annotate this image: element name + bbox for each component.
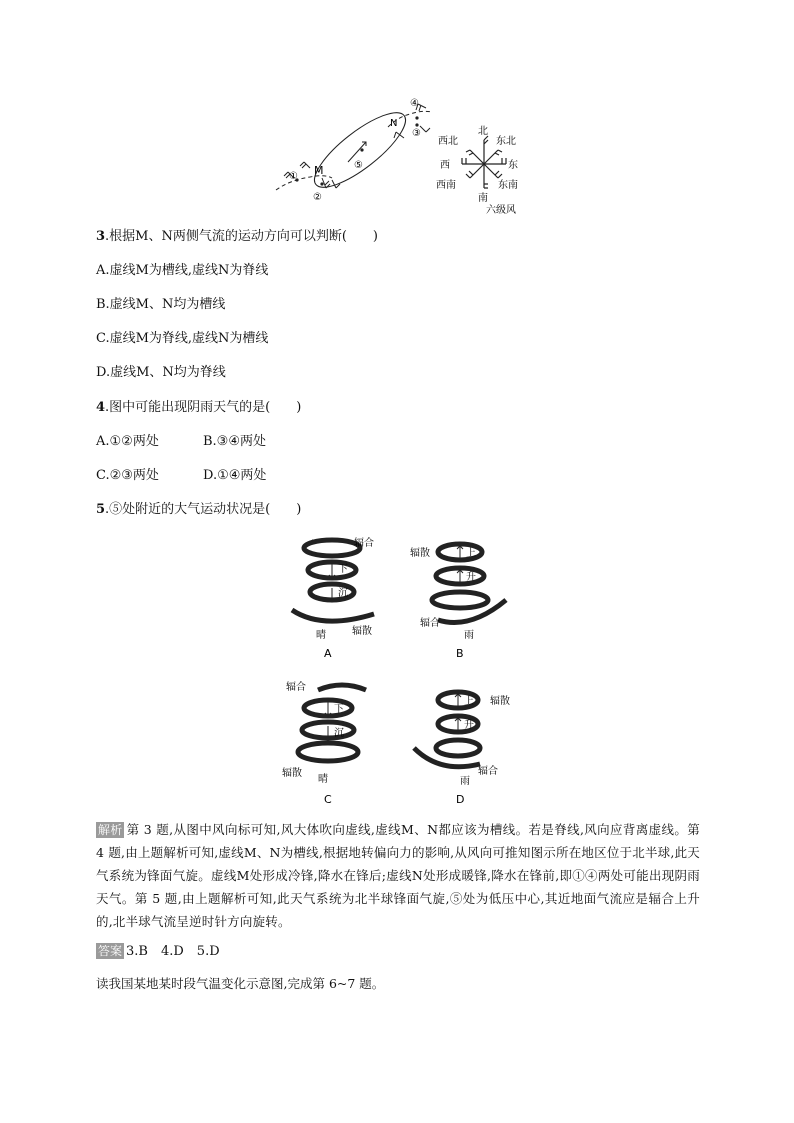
spiral-b-mid1: 上 (466, 548, 476, 559)
spiral-a-weather: 晴 (316, 630, 326, 641)
q4-option-b: B.③④两处 (203, 434, 266, 449)
dir-southeast: 东南 (498, 180, 518, 191)
spiral-b-mid2: 升 (466, 572, 476, 583)
spiral-diagram-d (410, 676, 520, 806)
dir-east: 东 (508, 160, 518, 171)
answer-text: 3.B 4.D 5.D (126, 944, 220, 959)
q4-option-a: A.①②两处 (96, 434, 159, 449)
spiral-b-flow: 辐合 (420, 618, 440, 629)
spiral-d-weather: 雨 (460, 776, 470, 787)
dir-southwest: 西南 (436, 180, 456, 191)
question-3-stem: 3.根据M、N两侧气流的运动方向可以判断( ) (96, 229, 379, 244)
wind-level-label: 六级风 (486, 205, 516, 214)
spiral-c-flow: 辐散 (282, 768, 302, 779)
marker-5: ⑤ (354, 160, 363, 171)
label-m: M (314, 164, 324, 177)
question-4-stem: 4.图中可能出现阴雨天气的是( ) (96, 400, 302, 415)
answer-tag: 答案 (98, 944, 123, 958)
spiral-a-flow: 辐散 (352, 626, 372, 637)
wind-direction-legend (434, 122, 534, 214)
question-5-stem: 5.⑤处附近的大气运动状况是( ) (96, 502, 302, 517)
dir-south: 南 (478, 193, 488, 204)
spiral-d-top-label: 辐散 (490, 696, 510, 707)
q3-option-b: B.虚线M、N均为槽线 (96, 297, 226, 312)
spiral-d-flow: 辐合 (478, 766, 498, 777)
spiral-a-mid1: 下 (338, 564, 348, 575)
dir-northeast: 东北 (496, 136, 516, 147)
marker-4: ④ (410, 98, 419, 109)
dir-west: 西 (440, 160, 450, 171)
spiral-b-weather: 雨 (464, 630, 474, 641)
q3-option-d: D.虚线M、N均为脊线 (96, 365, 226, 380)
q4-option-c: C.②③两处 (96, 468, 159, 483)
analysis-text: 第 3 题,从图中风向标可知,风大体吹向虚线,虚线M、N都应该为槽线。若是脊线,风向应背离虚线。第 4 题,由上题解析可知,虚线M、N为槽线,根据地转偏向力的影响,从风向可推知图示所在地区位于北半球,此天气系统为锋面气旋。虚线M处形成冷锋,降水在锋后;虚线N处形成暖锋,降水在锋前,即①④两处可能出现阴雨天气。第 5 题,由上题解析可知,此天气系统为北半球锋面气旋,⑤处为低压中心,其近地面气流应是辐合上升的,北半球气流呈逆时针方向旋转。 (96, 822, 700, 929)
spiral-c-weather: 晴 (318, 774, 328, 785)
answer-block (96, 940, 220, 959)
spiral-b-letter: B (456, 647, 464, 660)
next-question-intro: 读我国某地某时段气温变化示意图,完成第 6~7 题。 (96, 976, 385, 991)
analysis-tag: 解析 (98, 823, 123, 837)
spiral-c-letter: C (324, 793, 332, 806)
label-n: N (390, 118, 398, 129)
dir-north: 北 (478, 126, 488, 137)
dir-northwest: 西北 (438, 136, 458, 147)
q4-option-d: D.①④两处 (203, 468, 267, 483)
q3-option-a: A.虚线M为槽线,虚线N为脊线 (96, 263, 269, 278)
spiral-c-mid1: 下 (334, 704, 344, 715)
spiral-diagram-c (282, 676, 392, 806)
marker-2: ② (313, 192, 322, 203)
marker-3: ③ (412, 128, 421, 139)
spiral-c-mid2: 沉 (334, 728, 344, 739)
spiral-diagram-a (282, 530, 392, 660)
spiral-a-top-label: 辐合 (354, 538, 374, 549)
spiral-c-top-label: 辐合 (286, 682, 306, 693)
spiral-diagram-b (410, 530, 520, 660)
analysis-block (96, 818, 700, 933)
spiral-d-letter: D (456, 793, 465, 806)
spiral-a-mid2: 沉 (338, 588, 348, 599)
marker-1: ① (289, 171, 298, 182)
spiral-a-letter: A (324, 647, 332, 660)
spiral-d-mid1: 上 (464, 696, 474, 707)
q3-option-c: C.虚线M为脊线,虚线N为槽线 (96, 331, 269, 346)
spiral-d-mid2: 升 (464, 720, 474, 731)
spiral-b-top-label: 辐散 (410, 548, 430, 559)
